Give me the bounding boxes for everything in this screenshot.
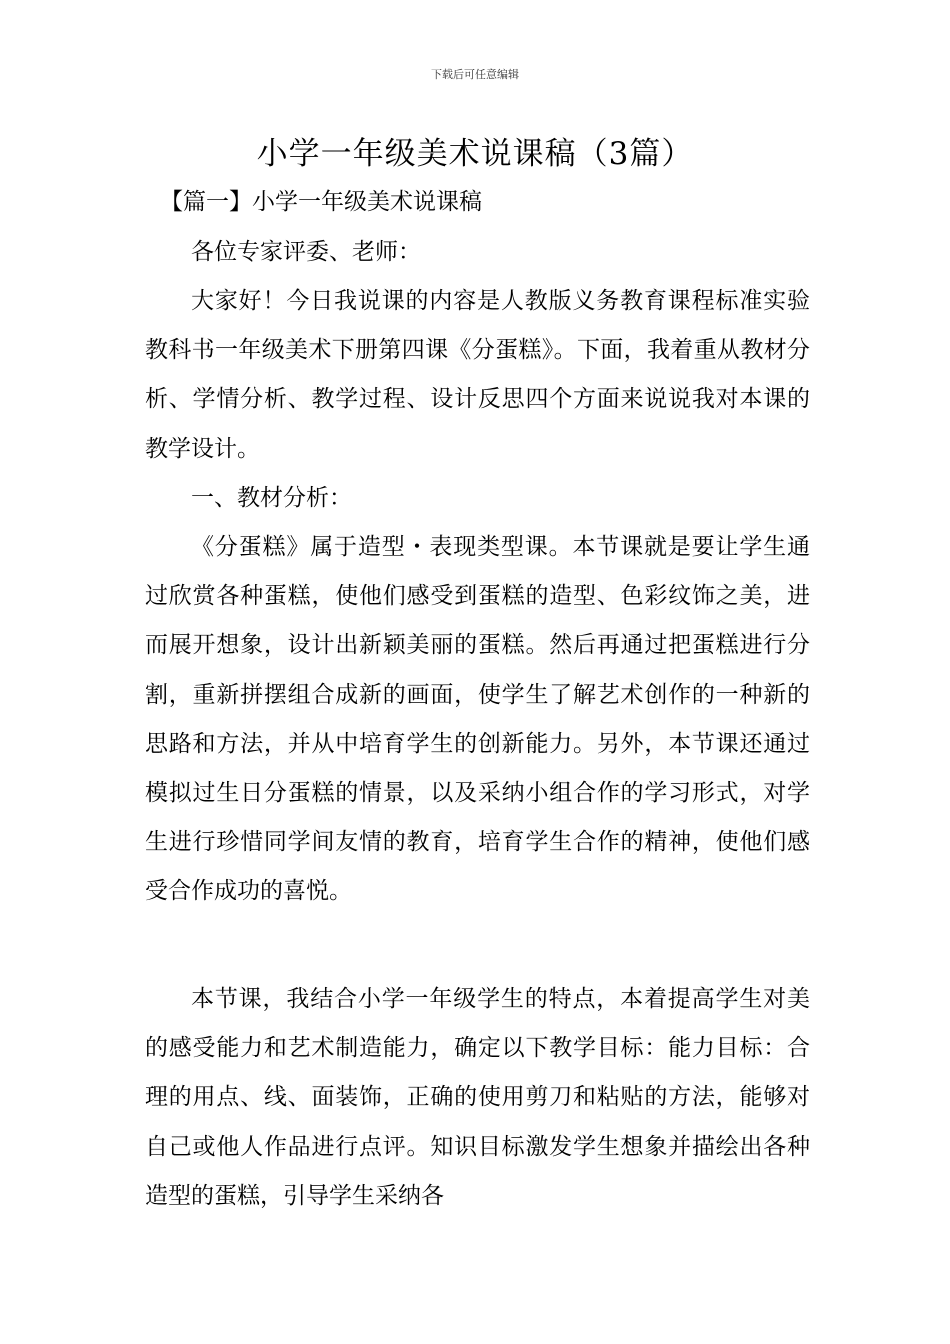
section-one-text: 一、教材分析： <box>191 485 352 511</box>
salutation-text: 各位专家评委、老师： <box>191 239 421 265</box>
header-note: 下载后可任意编辑 <box>431 68 519 81</box>
document-title: 小学一年级美术说课稿（3篇） <box>256 136 694 172</box>
objectives-text: 本节课，我结合小学一年级学生的特点，本着提高学生对美的感受能力和艺术制造能力，确定以下教学目标：能力目标：合理的用点、线、面装饰，正确的使用剪刀和粘贴的方法，能够对自己或他人作品进行点评。知识目标激发学生想象并描绘出各种造型的蛋糕，引导学生采纳各 <box>145 986 810 1209</box>
analysis-text: 《分蛋糕》属于造型・表现类型课。本节课就是要让学生通过欣赏各种蛋糕，使他们感受到蛋糕的造型、色彩纹饰之美，进而展开想象，设计出新颖美丽的蛋糕。然后再通过把蛋糕进行分割，重新拼摆组合成新的画面，使学生了解艺术创作的一种新的思路和方法，并从中培育学生的创新能力。另外，本节课还通过模拟过生日分蛋糕的情景，以及采纳小组合作的学习形式，对学生进行珍惜同学间友情的教育，培育学生合作的精神，使他们感受合作成功的喜悦。 <box>145 534 810 905</box>
salutation-paragraph <box>145 228 810 277</box>
objectives-paragraph <box>145 975 810 1221</box>
intro-text: 大家好！今日我说课的内容是人教版义务教育课程标准实验教科书一年级美术下册第四课《分蛋糕》。下面，我着重从教材分析、学情分析、教学过程、设计反思四个方面来说说我对本课的教学设计。 <box>145 288 810 462</box>
section-one-heading <box>145 474 810 523</box>
intro-paragraph <box>145 277 810 474</box>
section-heading: 【篇一】小学一年级美术说课稿 <box>160 189 482 215</box>
analysis-paragraph <box>145 523 810 917</box>
